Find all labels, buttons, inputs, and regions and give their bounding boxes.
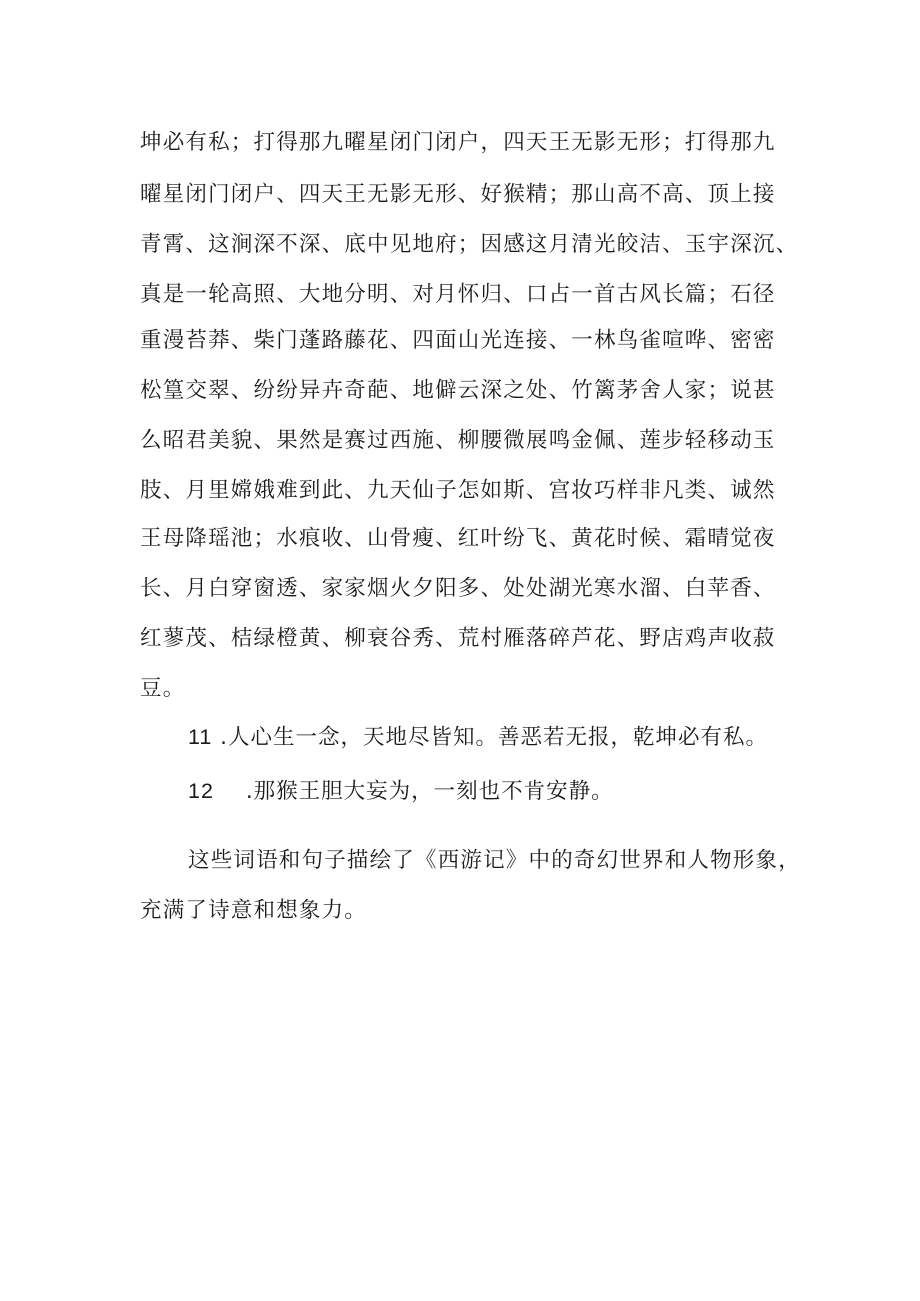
paragraph-line: 松篁交翠、纷纷异卉奇葩、地僻云深之处、竹篱茅舍人家；说甚	[140, 378, 776, 403]
paragraph-line: 曜星闭门闭户、四天王无影无形、好猴精；那山高不高、顶上接	[140, 182, 776, 207]
item-text: .那猴王胆大妄为，一刻也不肯安静。	[245, 779, 614, 804]
paragraph-line: 王母降瑶池；水痕收、山骨瘦、红叶纷飞、黄花时候、霜晴觉夜	[140, 526, 776, 551]
paragraph-line: 重漫苔莽、柴门蓬路藤花、四面山光连接、一林鸟雀喧哗、密密	[140, 328, 776, 353]
item-number: 12	[188, 779, 214, 803]
paragraph-line: 么昭君美貌、果然是赛过西施、柳腰微展鸣金佩、莲步轻移动玉	[140, 428, 776, 453]
paragraph-line: 坤必有私；打得那九曜星闭门闭户，四天王无影无形；打得那九	[140, 130, 776, 155]
paragraph-line: 青霄、这涧深不深、底中见地府；因感这月清光皎洁、玉宇深沉、	[140, 232, 799, 257]
paragraph-line: 真是一轮高照、大地分明、对月怀归、口占一首古风长篇；石径	[140, 282, 776, 307]
paragraph-line: 红蓼茂、桔绿橙黄、柳衰谷秀、荒村雁落碎芦花、野店鸡声收菽	[140, 626, 776, 651]
paragraph-line: 豆。	[140, 676, 186, 701]
item-number: 11	[188, 725, 213, 749]
summary-line: 充满了诗意和想象力。	[140, 898, 368, 923]
item-text: .人心生一念，天地尽皆知。善恶若无报，乾坤必有私。	[220, 725, 769, 750]
numbered-item-12	[188, 776, 614, 807]
paragraph-line: 长、月白穿窗透、家家烟火夕阳多、处处湖光寒水溜、白苹香、	[140, 576, 776, 601]
summary-line: 这些词语和句子描绘了《西游记》中的奇幻世界和人物形象，	[188, 848, 801, 873]
paragraph-line: 肢、月里嫦娥难到此、九天仙子怎如斯、宫妆巧样非凡类、诚然	[140, 478, 776, 503]
numbered-item-11	[188, 722, 768, 753]
